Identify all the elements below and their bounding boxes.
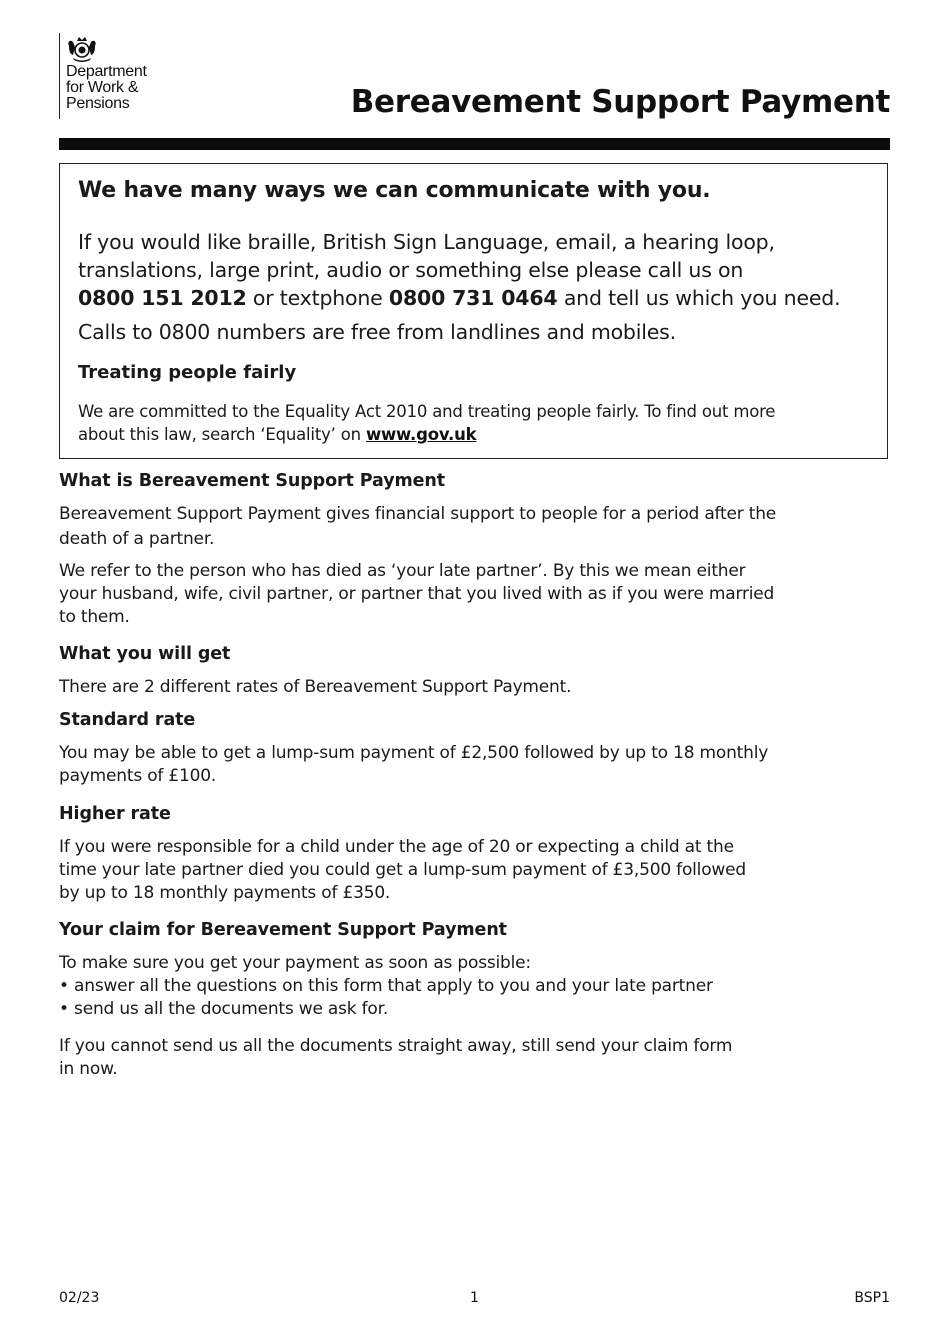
- higher-rate-paragraph: [59, 836, 746, 905]
- phone-number: 0800 151 2012: [78, 286, 247, 310]
- send-claim-line-1: If you cannot send us all the documents straight away, still send your claim form: [59, 1036, 733, 1056]
- royal-crest-icon: [65, 33, 99, 63]
- communicate-line-2: translations, large print, audio or something else please call us on: [78, 258, 744, 282]
- textphone-number: 0800 731 0464: [388, 286, 558, 310]
- standard-rate-paragraph: [59, 742, 768, 788]
- communicate-line-3: [78, 284, 878, 312]
- equality-line-1: We are committed to the Equality Act 2010 and treating people fairly. To find out more: [78, 402, 776, 421]
- equality-line-2-text: about this law, search ‘Equality’ on: [78, 425, 366, 444]
- standard-rate-heading: Standard rate: [59, 710, 196, 730]
- logo-line-2: for Work &: [66, 79, 139, 96]
- list-item: • answer all the questions on this form that apply to you and your late partner: [59, 976, 713, 996]
- logo-line-3: Pensions: [66, 95, 130, 112]
- claim-list: [59, 952, 713, 1021]
- accessibility-info-box: [59, 163, 888, 459]
- calls-free-text: Calls to 0800 numbers are free from landlines and mobiles.: [78, 320, 676, 344]
- gov-uk-link[interactable]: www.gov.uk: [365, 425, 477, 444]
- send-claim-paragraph: [59, 1035, 732, 1081]
- what-is-p2-line-1: We refer to the person who has died as ‘your late partner’. By this we mean either: [59, 561, 746, 581]
- tell-us-text: and tell us which you need.: [557, 286, 841, 310]
- what-is-p1-line-2: death of a partner.: [59, 529, 215, 549]
- treating-fairly-heading: Treating people fairly: [78, 362, 297, 383]
- logo-line-1: Department: [66, 63, 147, 80]
- what-is-p2-line-2: your husband, wife, civil partner, or partner that you lived with as if you were married: [59, 584, 775, 604]
- equality-line-2: [78, 423, 775, 446]
- what-is-heading: What is Bereavement Support Payment: [59, 471, 446, 491]
- department-name: [66, 64, 147, 112]
- form-date: 02/23: [59, 1290, 100, 1306]
- equality-paragraph: [78, 400, 775, 446]
- what-is-p2-line-3: to them.: [59, 607, 130, 627]
- page-number: 1: [470, 1290, 479, 1306]
- communicate-heading: We have many ways we can communicate with you.: [78, 178, 711, 203]
- form-title: Bereavement Support Payment: [350, 84, 890, 120]
- higher-rate-heading: Higher rate: [59, 804, 171, 824]
- communicate-paragraph: [78, 228, 878, 312]
- your-claim-heading: Your claim for Bereavement Support Payment: [59, 920, 507, 940]
- claim-intro: To make sure you get your payment as soon as possible:: [59, 953, 531, 973]
- communicate-line-1: If you would like braille, British Sign Language, email, a hearing loop,: [78, 230, 775, 254]
- higher-line-3: by up to 18 monthly payments of £350.: [59, 883, 391, 903]
- what-is-p1-line-1: Bereavement Support Payment gives financial support to people for a period after the: [59, 504, 777, 524]
- what-is-paragraph-2: [59, 560, 774, 629]
- or-textphone-text: or textphone: [246, 286, 389, 310]
- title-rule: [59, 138, 890, 150]
- higher-line-1: If you were responsible for a child under the age of 20 or expecting a child at the: [59, 837, 734, 857]
- logo-rule: [59, 33, 60, 119]
- dwp-logo: [59, 33, 199, 121]
- list-item: • send us all the documents we ask for.: [59, 999, 389, 1019]
- what-is-paragraph-1: [59, 503, 776, 551]
- what-you-get-heading: What you will get: [59, 644, 231, 664]
- send-claim-line-2: in now.: [59, 1059, 118, 1079]
- standard-line-1: You may be able to get a lump-sum payment of £2,500 followed by up to 18 monthly: [59, 743, 769, 763]
- what-you-get-paragraph: There are 2 different rates of Bereavement Support Payment.: [59, 677, 572, 697]
- standard-line-2: payments of £100.: [59, 766, 217, 786]
- form-code: BSP1: [854, 1290, 890, 1306]
- higher-line-2: time your late partner died you could get a lump-sum payment of £3,500 followed: [59, 860, 746, 880]
